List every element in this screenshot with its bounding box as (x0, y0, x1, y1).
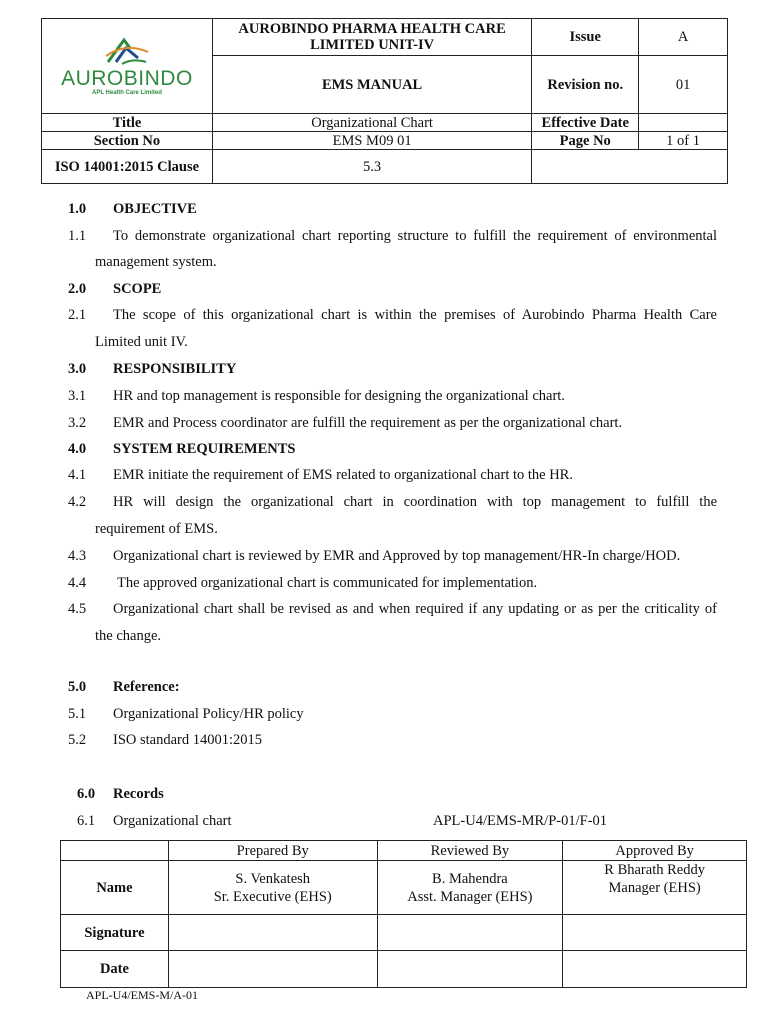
company-name: AUROBINDO PHARMA HEALTH CARE LIMITED UNIT-IV (212, 19, 531, 56)
section-heading: 6.0 Records (77, 786, 164, 802)
paragraph: 4.4 The approved organizational chart is communicated for implementation. (68, 575, 538, 591)
page-label: Page No (532, 132, 639, 150)
paragraph: 3.2 EMR and Process coordinator are fulfill the requirement as per the organizational chart. (68, 415, 623, 431)
paragraph: 5.1 Organizational Policy/HR policy (68, 706, 304, 722)
reviewed-by-name-cell (377, 861, 563, 915)
revision-value: 01 (639, 56, 728, 114)
prepared-by-name: S. Venkatesh (235, 870, 311, 887)
manual-name: EMS MANUAL (212, 56, 531, 114)
paragraph-continuation: Limited unit IV. (95, 334, 188, 350)
reviewed-by-name: B. Mahendra (432, 870, 508, 887)
paragraph-continuation: the change. (95, 628, 162, 644)
approved-by-role: Manager (EHS) (608, 880, 701, 896)
approved-by-name-cell (563, 861, 747, 915)
title-label: Title (42, 114, 213, 132)
reviewed-by-role: Asst. Manager (EHS) (407, 888, 533, 905)
paragraph: 5.2 ISO standard 14001:2015 (68, 732, 263, 748)
effective-date-value (639, 114, 728, 132)
signature-row-label: Signature (61, 915, 169, 951)
issue-label: Issue (532, 19, 639, 56)
approval-table (60, 840, 747, 988)
approved-date-cell (563, 951, 747, 988)
date-row-label: Date (61, 951, 169, 988)
section-value: EMS M09 01 (212, 132, 531, 150)
prepared-signature-cell (168, 915, 377, 951)
paragraph: 4.5 Organizational chart shall be revised as and when required if any updating or as per the criticality of (68, 601, 717, 617)
section-heading: 5.0 Reference: (68, 679, 180, 695)
page-value: 1 of 1 (639, 132, 728, 150)
aurobindo-logo-icon (102, 36, 152, 66)
prepared-by-name-cell (168, 861, 377, 915)
paragraph-continuation: requirement of EMS. (95, 521, 218, 537)
paragraph: 4.1 EMR initiate the requirement of EMS related to organizational chart to the HR. (68, 467, 573, 483)
name-row-label: Name (61, 861, 169, 915)
record-reference: APL-U4/EMS-MR/P-01/F-01 (433, 813, 608, 829)
reviewed-by-header: Reviewed By (377, 841, 563, 861)
revision-label: Revision no. (532, 56, 639, 114)
company-logo (42, 19, 213, 114)
issue-value: A (639, 19, 728, 56)
logo-wordmark: AUROBINDO (61, 66, 193, 90)
document-header-table (41, 18, 728, 184)
prepared-by-header: Prepared By (168, 841, 377, 861)
approved-signature-cell (563, 915, 747, 951)
table-corner-cell (61, 841, 169, 861)
paragraph-continuation: management system. (95, 254, 217, 270)
section-heading: 3.0 RESPONSIBILITY (68, 361, 237, 377)
prepared-by-role: Sr. Executive (EHS) (213, 888, 332, 905)
approved-by-name: R Bharath Reddy (604, 862, 705, 878)
clause-value: 5.3 (212, 150, 531, 184)
reviewed-date-cell (377, 951, 563, 988)
document-footer-code: APL-U4/EMS-M/A-01 (86, 988, 199, 1002)
paragraph: 6.1 Organizational chart APL-U4/EMS-MR/P-01/F-01 (77, 808, 726, 835)
section-heading: 4.0 SYSTEM REQUIREMENTS (68, 441, 296, 457)
effective-date-label: Effective Date (532, 114, 639, 132)
clause-label: ISO 14001:2015 Clause (42, 150, 213, 184)
prepared-date-cell (168, 951, 377, 988)
reviewed-signature-cell (377, 915, 563, 951)
section-heading: 2.0 SCOPE (68, 281, 162, 297)
section-label: Section No (42, 132, 213, 150)
paragraph: 3.1 HR and top management is responsible for designing the organizational chart. (68, 388, 565, 404)
paragraph: 1.1 To demonstrate organizational chart reporting structure to fulfill the requirement of environmental (68, 228, 717, 244)
title-value: Organizational Chart (212, 114, 531, 132)
section-heading: 1.0 OBJECTIVE (68, 201, 197, 217)
paragraph: 2.1 The scope of this organizational chart is within the premises of Aurobindo Pharma Health Care (68, 307, 717, 323)
paragraph: 4.3 Organizational chart is reviewed by EMR and Approved by top management/HR-In charge/HOD. (68, 548, 681, 564)
clause-empty-cell (532, 150, 728, 184)
logo-subtext: APL Health Care Limited (91, 89, 162, 96)
paragraph: 4.2 HR will design the organizational chart in coordination with top management to fulfill the (68, 494, 717, 510)
approved-by-header: Approved By (563, 841, 747, 861)
